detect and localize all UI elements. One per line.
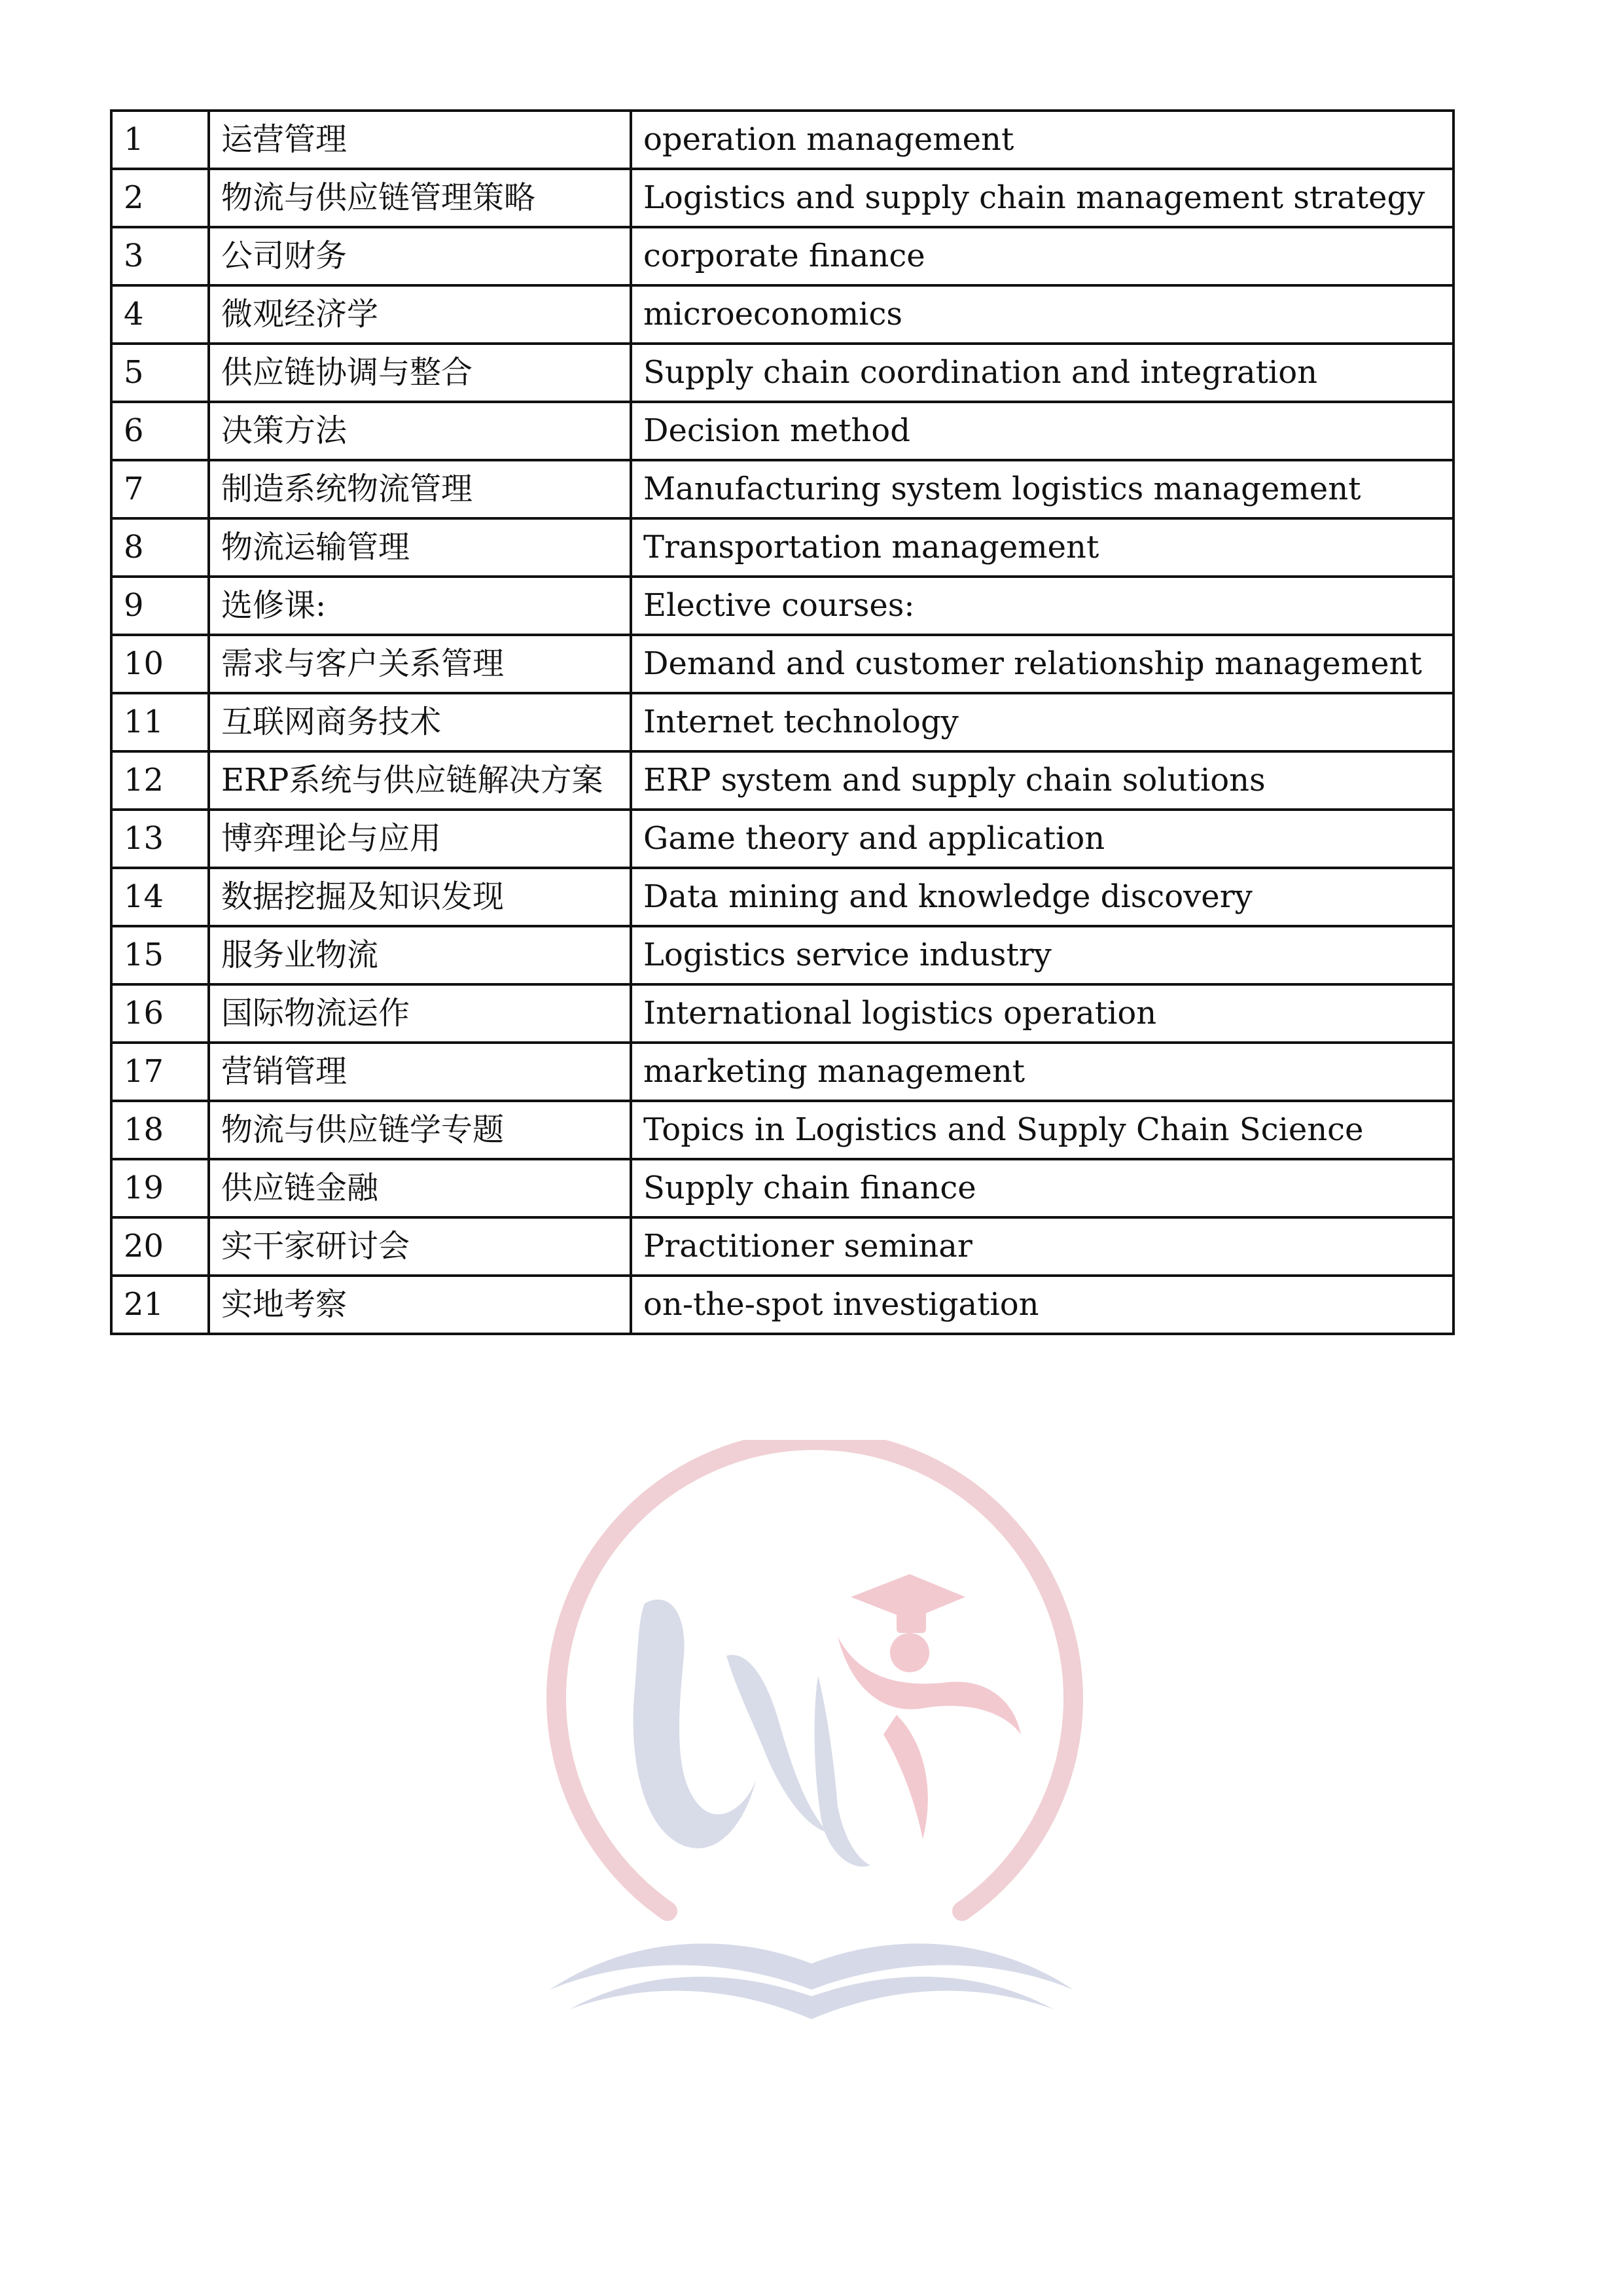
course-name-english: marketing management xyxy=(631,1043,1454,1101)
course-number: 20 xyxy=(111,1217,209,1276)
table-row xyxy=(111,868,1454,926)
course-name-english: Manufacturing system logistics management xyxy=(631,460,1454,518)
course-name-chinese: 博弈理论与应用 xyxy=(209,810,631,868)
course-name-english: Elective courses: xyxy=(631,577,1454,635)
course-name-chinese: 互联网商务技术 xyxy=(209,693,631,751)
course-number: 15 xyxy=(111,926,209,984)
watermark-letters xyxy=(633,1600,870,1867)
course-name-chinese: 服务业物流 xyxy=(209,926,631,984)
course-name-english: Practitioner seminar xyxy=(631,1217,1454,1276)
course-name-chinese: 物流与供应链学专题 xyxy=(209,1101,631,1159)
course-name-chinese: 实干家研讨会 xyxy=(209,1217,631,1276)
course-name-chinese: 选修课: xyxy=(209,577,631,635)
course-name-english: ERP system and supply chain solutions xyxy=(631,751,1454,810)
course-name-english: Transportation management xyxy=(631,518,1454,577)
table-row xyxy=(111,926,1454,984)
course-number: 16 xyxy=(111,984,209,1043)
table-row xyxy=(111,1101,1454,1159)
table-row xyxy=(111,635,1454,693)
course-number: 19 xyxy=(111,1159,209,1217)
course-number: 17 xyxy=(111,1043,209,1101)
course-name-chinese: 营销管理 xyxy=(209,1043,631,1101)
course-number: 12 xyxy=(111,751,209,810)
watermark-book xyxy=(550,1943,1073,2019)
course-name-english: Logistics and supply chain management strategy xyxy=(631,169,1454,227)
course-number: 1 xyxy=(111,111,209,169)
table-row xyxy=(111,577,1454,635)
course-name-english: Decision method xyxy=(631,402,1454,460)
course-name-chinese: 决策方法 xyxy=(209,402,631,460)
course-name-english: corporate finance xyxy=(631,227,1454,285)
table-row xyxy=(111,1159,1454,1217)
course-name-chinese: 需求与客户关系管理 xyxy=(209,635,631,693)
course-number: 13 xyxy=(111,810,209,868)
table-row xyxy=(111,518,1454,577)
course-name-chinese: 公司财务 xyxy=(209,227,631,285)
course-name-english: Data mining and knowledge discovery xyxy=(631,868,1454,926)
table-row xyxy=(111,402,1454,460)
table-row xyxy=(111,285,1454,344)
course-name-english: Demand and customer relationship management xyxy=(631,635,1454,693)
table-row xyxy=(111,1217,1454,1276)
table-row xyxy=(111,1276,1454,1334)
course-name-chinese: 运营管理 xyxy=(209,111,631,169)
course-name-chinese: 物流运输管理 xyxy=(209,518,631,577)
course-table xyxy=(110,109,1455,1335)
course-number: 10 xyxy=(111,635,209,693)
watermark-graduate-figure xyxy=(838,1574,1021,1839)
course-name-english: Internet technology xyxy=(631,693,1454,751)
course-name-english: Game theory and application xyxy=(631,810,1454,868)
course-number: 6 xyxy=(111,402,209,460)
table-row xyxy=(111,169,1454,227)
table-row xyxy=(111,984,1454,1043)
course-name-chinese: ERP系统与供应链解决方案 xyxy=(209,751,631,810)
course-number: 5 xyxy=(111,344,209,402)
course-name-english: microeconomics xyxy=(631,285,1454,344)
table-row xyxy=(111,810,1454,868)
course-number: 7 xyxy=(111,460,209,518)
course-table-body xyxy=(111,111,1454,1334)
course-name-chinese: 国际物流运作 xyxy=(209,984,631,1043)
course-name-english: operation management xyxy=(631,111,1454,169)
course-name-chinese: 供应链金融 xyxy=(209,1159,631,1217)
watermark-logo-icon xyxy=(530,1440,1093,2042)
course-number: 4 xyxy=(111,285,209,344)
course-name-english: Logistics service industry xyxy=(631,926,1454,984)
course-name-chinese: 实地考察 xyxy=(209,1276,631,1334)
course-number: 14 xyxy=(111,868,209,926)
table-row xyxy=(111,1043,1454,1101)
course-number: 9 xyxy=(111,577,209,635)
course-name-english: Topics in Logistics and Supply Chain Science xyxy=(631,1101,1454,1159)
course-name-english: Supply chain coordination and integration xyxy=(631,344,1454,402)
course-number: 2 xyxy=(111,169,209,227)
course-name-english: on-the-spot investigation xyxy=(631,1276,1454,1334)
table-row xyxy=(111,693,1454,751)
course-name-chinese: 物流与供应链管理策略 xyxy=(209,169,631,227)
table-row xyxy=(111,111,1454,169)
course-number: 18 xyxy=(111,1101,209,1159)
course-name-english: Supply chain finance xyxy=(631,1159,1454,1217)
course-name-chinese: 供应链协调与整合 xyxy=(209,344,631,402)
course-number: 11 xyxy=(111,693,209,751)
course-name-chinese: 制造系统物流管理 xyxy=(209,460,631,518)
course-name-chinese: 微观经济学 xyxy=(209,285,631,344)
course-name-chinese: 数据挖掘及知识发现 xyxy=(209,868,631,926)
course-name-english: International logistics operation xyxy=(631,984,1454,1043)
table-row xyxy=(111,751,1454,810)
watermark-ring xyxy=(556,1440,1073,1911)
table-row xyxy=(111,344,1454,402)
table-row xyxy=(111,227,1454,285)
table-row xyxy=(111,460,1454,518)
course-number: 8 xyxy=(111,518,209,577)
course-number: 3 xyxy=(111,227,209,285)
course-number: 21 xyxy=(111,1276,209,1334)
